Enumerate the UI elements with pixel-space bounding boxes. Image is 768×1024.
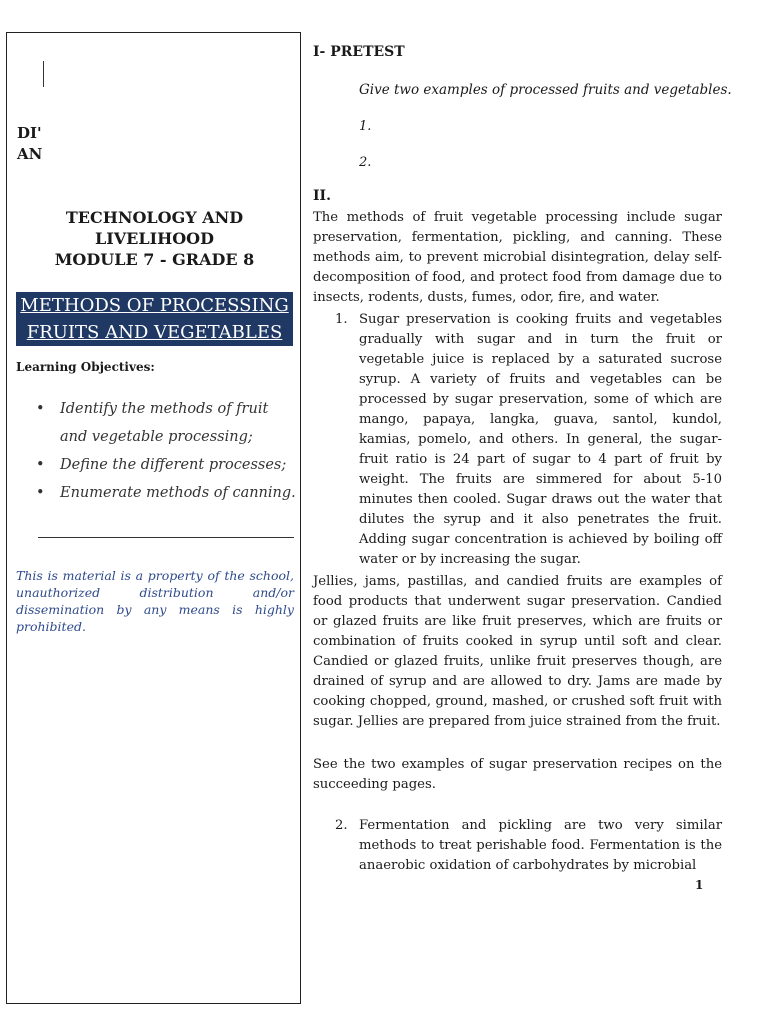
item-text: Sugar preservation is cooking fruits and vegetables gradually with sugar and in turn the fruit or vegetable juice is replaced by a saturated sucrose syrup. A variety of fruits and vegetables can be processed by sugar preservation, some of which are mango, papaya, langka, guava, santol, kundol, kamias, pomelo, and others. In general, the sugar-fruit ratio is 24 part of sugar to 4 part of fruit by weight. The fruits are simmered for about 5-10 minutes then cooled. Sugar draws out the water that dilutes the syrup and it also penetrates the fruit. Adding sugar concentration is achieved by boiling off water or by increasing the sugar. — [359, 312, 722, 567]
fermentation-item — [335, 816, 722, 876]
module-cover-panel — [6, 32, 301, 1004]
cover-mark — [43, 61, 44, 87]
section-2-heading: II. — [313, 188, 331, 204]
subject-line-1: TECHNOLOGY AND — [65, 208, 244, 227]
divider — [38, 537, 294, 538]
intro-paragraph: The methods of fruit vegetable processing include sugar preservation, fermentation, pickling, and canning. These methods aim, to prevent microbial disintegration, delay self-decomposition of food, and protect food from damage due to insects, rodents, dusts, fumes, odor, fire, and water. — [313, 210, 722, 305]
objective-item — [16, 451, 296, 479]
subject-line-3: MODULE 7 - GRADE 8 — [54, 250, 255, 269]
answer-line-2: 2. — [359, 155, 372, 170]
objective-item — [16, 395, 296, 451]
item-number: 1. — [335, 312, 348, 327]
banner-line-1: METHODS OF PROCESSING — [20, 295, 289, 316]
jellies-paragraph: Jellies, jams, pastillas, and candied fruits are examples of food products that underwent sugar preservation. Candied or glazed fruits are like fruit preserves, which are fruits or combination of fruits cooked in syrup until soft and clear. Candied or glazed fruits, unlike fruit preserves though, are drained of syrup and are allowed to dry. Jams are made by cooking chopped, ground, mashed, or crushed soft fruit with sugar. Jellies are prepared from juice strained from the fruit. — [313, 574, 722, 729]
bullet-icon: • — [36, 457, 45, 473]
recipes-note-paragraph: See the two examples of sugar preservation recipes on the succeeding pages. — [313, 757, 722, 792]
item-text: Fermentation and pickling are two very similar methods to treat perishable food. Fermentation is the anaerobic oxidation of carbohydrates by microbial — [359, 818, 722, 873]
answer-line-1: 1. — [359, 119, 372, 134]
banner-line-2: FRUITS AND VEGETABLES — [26, 322, 283, 343]
division-line-1: DI' — [17, 124, 42, 142]
subject-line-2: LIVELIHOOD — [95, 229, 214, 248]
subject-title — [7, 207, 302, 270]
pretest-question: Give two examples of processed fruits and vegetables. — [359, 82, 732, 98]
objective-text: Enumerate methods of canning. — [60, 485, 296, 501]
pretest-heading: I- PRETEST — [313, 44, 405, 60]
division-line-2: AN — [17, 145, 43, 163]
objective-text: Identify the methods of fruit and vegetable processing; — [60, 401, 269, 445]
module-topic-banner — [16, 292, 293, 346]
bullet-icon: • — [36, 485, 45, 501]
learning-objectives-label: Learning Objectives: — [16, 360, 155, 374]
item-number: 2. — [335, 818, 348, 833]
objective-text: Define the different processes; — [60, 457, 287, 473]
bullet-icon: • — [36, 401, 45, 417]
page-number: 1 — [695, 878, 704, 892]
objective-item — [16, 479, 296, 507]
learning-objectives-list — [16, 395, 296, 507]
sugar-preservation-item — [335, 310, 722, 570]
property-notice: This is material is a property of the school, unauthorized distribution and/or dissemination by any means is highly prohibited. — [16, 568, 294, 634]
division-heading — [17, 123, 42, 165]
